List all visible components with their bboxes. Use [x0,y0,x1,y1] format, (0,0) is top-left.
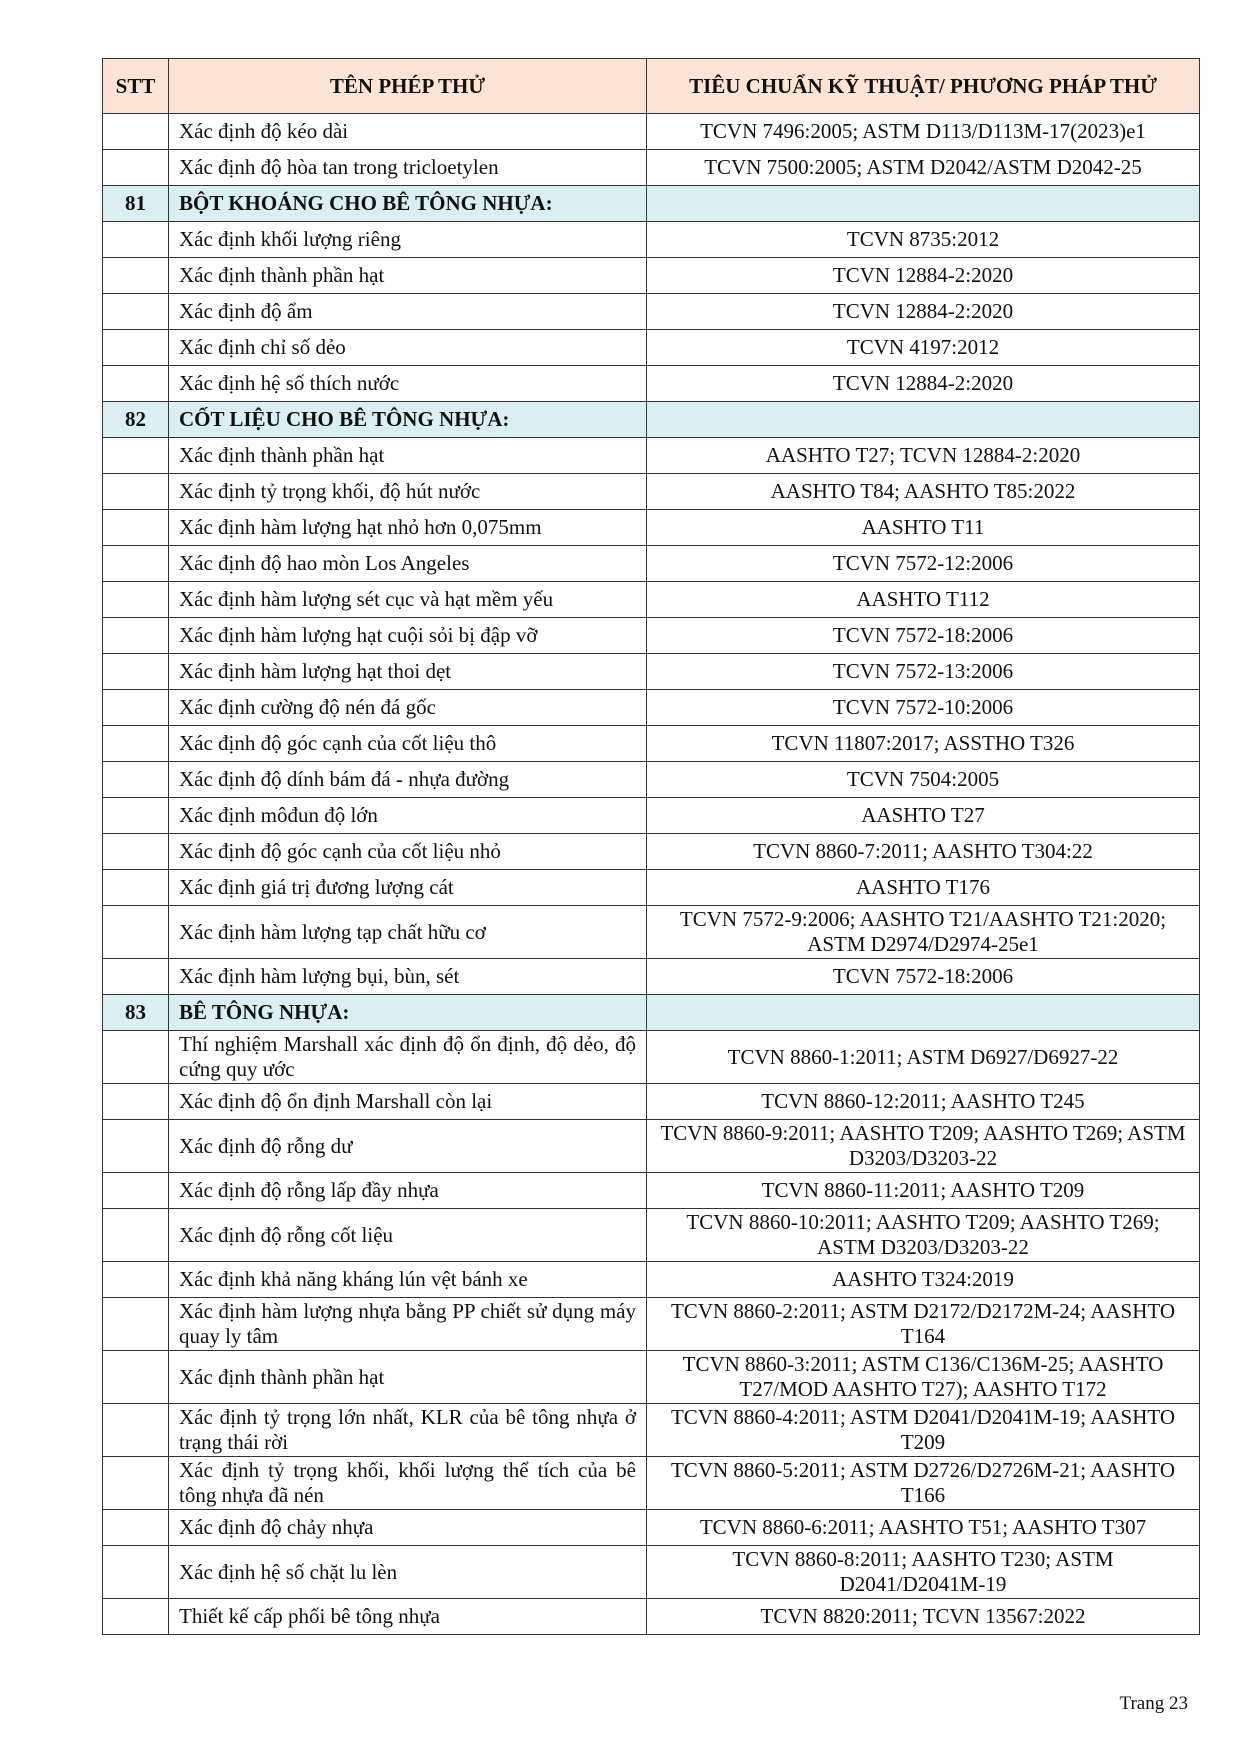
cell-stt [103,870,169,906]
cell-standard: TCVN 8860-11:2011; AASHTO T209 [647,1173,1200,1209]
cell-standard: TCVN 8860-3:2011; ASTM C136/C136M-25; AASHTO T27/MOD AASHTO T27); AASHTO T172 [647,1351,1200,1404]
cell-standard: TCVN 7504:2005 [647,762,1200,798]
test-methods-table [102,58,1200,1635]
cell-stt: 81 [103,186,169,222]
cell-standard: AASHTO T11 [647,510,1200,546]
table-row [103,1262,1200,1298]
cell-stt [103,1031,169,1084]
table-body [103,114,1200,1635]
cell-stt [103,258,169,294]
cell-standard: TCVN 7572-10:2006 [647,690,1200,726]
cell-stt [103,150,169,186]
cell-stt [103,1173,169,1209]
cell-stt [103,762,169,798]
cell-standard [647,995,1200,1031]
cell-test-name: Xác định chỉ số dẻo [169,330,647,366]
table-row [103,1546,1200,1599]
cell-test-name: Xác định tỷ trọng khối, độ hút nước [169,474,647,510]
table-row [103,762,1200,798]
cell-stt [103,510,169,546]
cell-stt [103,1084,169,1120]
table-row [103,474,1200,510]
table-row [103,1031,1200,1084]
cell-test-name: Thiết kế cấp phối bê tông nhựa [169,1599,647,1635]
cell-stt [103,294,169,330]
table-row [103,1457,1200,1510]
cell-stt [103,474,169,510]
cell-standard: TCVN 8735:2012 [647,222,1200,258]
cell-test-name: Xác định môđun độ lớn [169,798,647,834]
table-row [103,1173,1200,1209]
table-header-row [103,59,1200,114]
cell-standard: AASHTO T324:2019 [647,1262,1200,1298]
cell-standard: AASHTO T27; TCVN 12884-2:2020 [647,438,1200,474]
table-row [103,834,1200,870]
table-row [103,438,1200,474]
table-row [103,150,1200,186]
page-number: Trang 23 [1119,1693,1188,1714]
cell-stt [103,366,169,402]
cell-test-name: Xác định khả năng kháng lún vệt bánh xe [169,1262,647,1298]
cell-standard: TCVN 8860-5:2011; ASTM D2726/D2726M-21; AASHTO T166 [647,1457,1200,1510]
table-row [103,959,1200,995]
table-row [103,726,1200,762]
cell-stt [103,798,169,834]
table-row [103,330,1200,366]
table-row [103,546,1200,582]
cell-test-name: Xác định độ kéo dài [169,114,647,150]
cell-standard: TCVN 7572-13:2006 [647,654,1200,690]
table-row [103,114,1200,150]
cell-test-name: Xác định độ chảy nhựa [169,1510,647,1546]
cell-standard: TCVN 8860-7:2011; AASHTO T304:22 [647,834,1200,870]
cell-stt [103,1209,169,1262]
cell-stt [103,1546,169,1599]
table-row [103,690,1200,726]
table-row [103,654,1200,690]
cell-test-name: Xác định độ rỗng dư [169,1120,647,1173]
cell-stt [103,906,169,959]
cell-test-name: Xác định độ hòa tan trong tricloetylen [169,150,647,186]
cell-standard: TCVN 8860-2:2011; ASTM D2172/D2172M-24; AASHTO T164 [647,1298,1200,1351]
cell-standard: TCVN 7500:2005; ASTM D2042/ASTM D2042-25 [647,150,1200,186]
cell-test-name: Xác định độ dính bám đá - nhựa đường [169,762,647,798]
cell-standard: TCVN 4197:2012 [647,330,1200,366]
table-row [103,870,1200,906]
cell-test-name: Thí nghiệm Marshall xác định độ ổn định, độ dẻo, độ cứng quy ước [169,1031,647,1084]
cell-test-name: Xác định hàm lượng hạt thoi dẹt [169,654,647,690]
cell-test-name: Xác định độ ổn định Marshall còn lại [169,1084,647,1120]
table-row [103,618,1200,654]
cell-test-name: Xác định hàm lượng hạt cuội sỏi bị đập vỡ [169,618,647,654]
cell-standard: TCVN 7572-12:2006 [647,546,1200,582]
cell-stt [103,690,169,726]
cell-stt: 82 [103,402,169,438]
table-group-row [103,995,1200,1031]
header-standard: TIÊU CHUẨN KỸ THUẬT/ PHƯƠNG PHÁP THỬ [647,59,1200,114]
cell-standard: TCVN 8860-4:2011; ASTM D2041/D2041M-19; AASHTO T209 [647,1404,1200,1457]
table-group-row [103,402,1200,438]
cell-stt [103,834,169,870]
cell-test-name: Xác định thành phần hạt [169,438,647,474]
cell-standard: TCVN 8860-9:2011; AASHTO T209; AASHTO T269; ASTM D3203/D3203-22 [647,1120,1200,1173]
cell-test-name: Xác định độ góc cạnh của cốt liệu thô [169,726,647,762]
cell-standard: TCVN 8860-8:2011; AASHTO T230; ASTM D2041/D2041M-19 [647,1546,1200,1599]
cell-stt [103,618,169,654]
cell-stt [103,582,169,618]
table-row [103,1209,1200,1262]
table-group-row [103,186,1200,222]
cell-group-title: BÊ TÔNG NHỰA: [169,995,647,1031]
cell-test-name: Xác định thành phần hạt [169,258,647,294]
table-row [103,1510,1200,1546]
table-row [103,1599,1200,1635]
cell-stt [103,222,169,258]
table-row [103,366,1200,402]
cell-standard: AASHTO T176 [647,870,1200,906]
cell-stt [103,1457,169,1510]
cell-stt: 83 [103,995,169,1031]
cell-test-name: Xác định hàm lượng hạt nhỏ hơn 0,075mm [169,510,647,546]
cell-stt [103,1262,169,1298]
table-row [103,1404,1200,1457]
cell-standard: AASHTO T112 [647,582,1200,618]
cell-test-name: Xác định độ rỗng cốt liệu [169,1209,647,1262]
cell-test-name: Xác định độ góc cạnh của cốt liệu nhỏ [169,834,647,870]
table-row [103,258,1200,294]
cell-test-name: Xác định tỷ trọng lớn nhất, KLR của bê tông nhựa ở trạng thái rời [169,1404,647,1457]
cell-stt [103,114,169,150]
cell-test-name: Xác định thành phần hạt [169,1351,647,1404]
cell-stt [103,726,169,762]
cell-standard: TCVN 12884-2:2020 [647,258,1200,294]
cell-standard: TCVN 11807:2017; ASSTHO T326 [647,726,1200,762]
header-stt: STT [103,59,169,114]
cell-standard: TCVN 8820:2011; TCVN 13567:2022 [647,1599,1200,1635]
cell-stt [103,438,169,474]
cell-stt [103,1120,169,1173]
table-row [103,294,1200,330]
cell-group-title: CỐT LIỆU CHO BÊ TÔNG NHỰA: [169,402,647,438]
cell-test-name: Xác định hàm lượng tạp chất hữu cơ [169,906,647,959]
cell-test-name: Xác định cường độ nén đá gốc [169,690,647,726]
table-row [103,222,1200,258]
cell-test-name: Xác định hàm lượng sét cục và hạt mềm yếu [169,582,647,618]
header-test-name: TÊN PHÉP THỬ [169,59,647,114]
table-row [103,1351,1200,1404]
table-row [103,1120,1200,1173]
cell-test-name: Xác định khối lượng riêng [169,222,647,258]
cell-standard: TCVN 12884-2:2020 [647,294,1200,330]
table-row [103,510,1200,546]
cell-test-name: Xác định tỷ trọng khối, khối lượng thể tích của bê tông nhựa đã nén [169,1457,647,1510]
table-row [103,1084,1200,1120]
table-row [103,1298,1200,1351]
cell-standard [647,402,1200,438]
cell-group-title: BỘT KHOÁNG CHO BÊ TÔNG NHỰA: [169,186,647,222]
cell-stt [103,330,169,366]
cell-standard: TCVN 7572-18:2006 [647,959,1200,995]
table-row [103,798,1200,834]
cell-standard: TCVN 7572-18:2006 [647,618,1200,654]
cell-stt [103,959,169,995]
cell-stt [103,1404,169,1457]
cell-standard: AASHTO T27 [647,798,1200,834]
cell-standard [647,186,1200,222]
cell-standard: TCVN 8860-12:2011; AASHTO T245 [647,1084,1200,1120]
cell-standard: AASHTO T84; AASHTO T85:2022 [647,474,1200,510]
cell-standard: TCVN 12884-2:2020 [647,366,1200,402]
table-row [103,906,1200,959]
cell-test-name: Xác định hàm lượng nhựa bằng PP chiết sử dụng máy quay ly tâm [169,1298,647,1351]
cell-stt [103,546,169,582]
cell-test-name: Xác định độ ẩm [169,294,647,330]
cell-stt [103,1351,169,1404]
cell-stt [103,654,169,690]
cell-test-name: Xác định độ rỗng lấp đầy nhựa [169,1173,647,1209]
table-row [103,582,1200,618]
cell-test-name: Xác định hệ số chặt lu lèn [169,1546,647,1599]
cell-test-name: Xác định hệ số thích nước [169,366,647,402]
cell-stt [103,1298,169,1351]
cell-stt [103,1510,169,1546]
cell-test-name: Xác định độ hao mòn Los Angeles [169,546,647,582]
cell-standard: TCVN 8860-6:2011; AASHTO T51; AASHTO T307 [647,1510,1200,1546]
cell-test-name: Xác định giá trị đương lượng cát [169,870,647,906]
cell-standard: TCVN 8860-10:2011; AASHTO T209; AASHTO T269; ASTM D3203/D3203-22 [647,1209,1200,1262]
cell-stt [103,1599,169,1635]
cell-standard: TCVN 7496:2005; ASTM D113/D113M-17(2023)e1 [647,114,1200,150]
cell-standard: TCVN 8860-1:2011; ASTM D6927/D6927-22 [647,1031,1200,1084]
cell-standard: TCVN 7572-9:2006; AASHTO T21/AASHTO T21:2020; ASTM D2974/D2974-25e1 [647,906,1200,959]
cell-test-name: Xác định hàm lượng bụi, bùn, sét [169,959,647,995]
